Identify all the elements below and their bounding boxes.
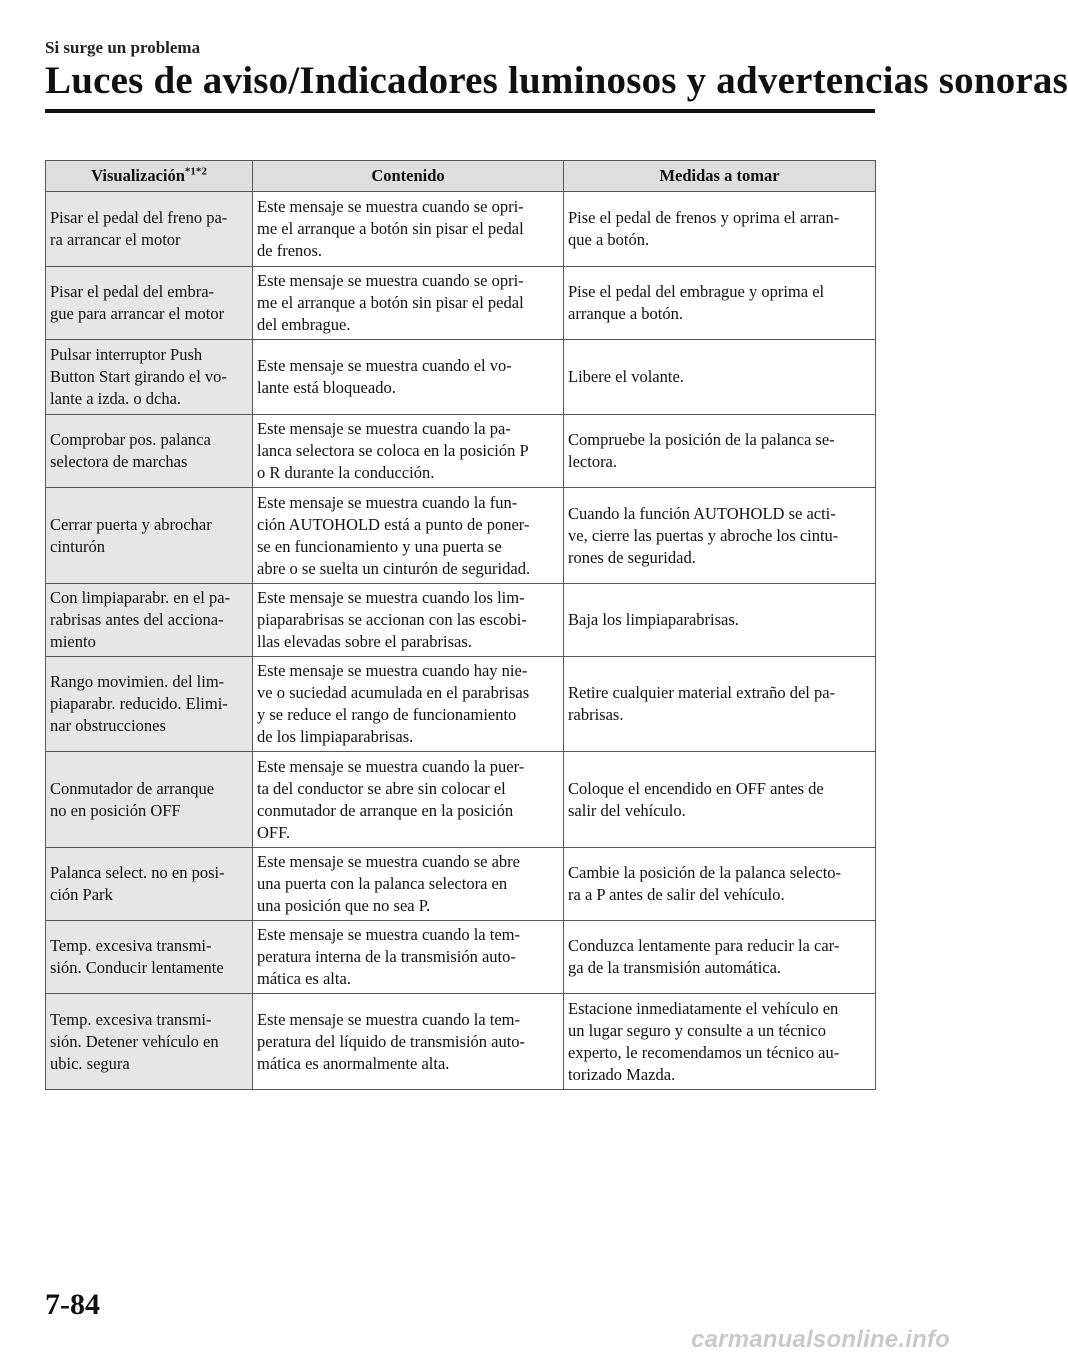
cell-line: gue para arrancar el motor bbox=[50, 304, 225, 323]
cell-content bbox=[253, 921, 564, 994]
cell-line: salir del vehículo. bbox=[568, 800, 686, 820]
cell-content bbox=[253, 415, 564, 488]
table-row bbox=[46, 994, 876, 1090]
cell-line: piaparabrisas se accionan con las escobi- bbox=[257, 610, 527, 629]
cell-display bbox=[46, 267, 253, 340]
cell-line: Libere el volante. bbox=[568, 367, 684, 386]
table-header-row bbox=[46, 161, 876, 192]
cell-line: Este mensaje se muestra cuando la tem- bbox=[257, 1009, 520, 1029]
cell-line: Temp. excesiva transmi- bbox=[50, 936, 212, 955]
cell-line: una posición que no sea P. bbox=[257, 896, 431, 915]
cell-action bbox=[564, 921, 876, 994]
cell-line: ción AUTOHOLD está a punto de poner- bbox=[257, 514, 530, 534]
table-row bbox=[46, 340, 876, 415]
cell-action bbox=[564, 848, 876, 921]
warning-message-table bbox=[45, 160, 876, 1090]
cell-line: conmutador de arranque en la posición bbox=[257, 800, 514, 820]
cell-line: ta del conductor se abre sin colocar el bbox=[257, 778, 506, 798]
cell-action bbox=[564, 752, 876, 848]
cell-line: ubic. segura bbox=[50, 1053, 130, 1073]
cell-line: Conduzca lentamente para reducir la car- bbox=[568, 936, 840, 955]
table-row bbox=[46, 921, 876, 994]
cell-line: que a botón. bbox=[568, 230, 650, 249]
cell-line: ción Park bbox=[50, 885, 113, 904]
cell-line: rabrisas antes del acciona- bbox=[50, 610, 224, 629]
cell-action bbox=[564, 657, 876, 752]
cell-display bbox=[46, 488, 253, 584]
cell-line: lanca selectora se coloca en la posición P bbox=[257, 441, 529, 460]
cell-display bbox=[46, 921, 253, 994]
cell-line: Este mensaje se muestra cuando la fun- bbox=[257, 492, 518, 512]
cell-line: de frenos. bbox=[257, 241, 323, 260]
cell-line: Este mensaje se muestra cuando se opri- bbox=[257, 197, 524, 216]
cell-line: arranque a botón. bbox=[568, 304, 683, 323]
cell-line: Este mensaje se muestra cuando los lim- bbox=[257, 588, 525, 607]
table-body bbox=[46, 192, 876, 1090]
cell-display bbox=[46, 192, 253, 267]
cell-line: Retire cualquier material extraño del pa- bbox=[568, 683, 836, 702]
table-row bbox=[46, 415, 876, 488]
cell-line: lectora. bbox=[568, 452, 618, 471]
cell-line: o R durante la conducción. bbox=[257, 463, 435, 482]
column-header-display: Visualización$^{*1*2}$ bbox=[46, 161, 253, 192]
cell-line: Este mensaje se muestra cuando el vo- bbox=[257, 356, 512, 375]
cell-line: experto, le recomendamos un técnico au- bbox=[568, 1042, 840, 1062]
cell-line: Temp. excesiva transmi- bbox=[50, 1009, 212, 1029]
cell-line: me el arranque a botón sin pisar el pedal bbox=[257, 293, 524, 312]
cell-content bbox=[253, 584, 564, 657]
cell-line: ve, cierre las puertas y abroche los cintu- bbox=[568, 525, 839, 545]
cell-line: Este mensaje se muestra cuando se abre bbox=[257, 852, 520, 871]
cell-line: Coloque el encendido en OFF antes de bbox=[568, 778, 824, 798]
cell-content bbox=[253, 752, 564, 848]
cell-line: piaparabr. reducido. Elimi- bbox=[50, 694, 228, 713]
cell-line: rones de seguridad. bbox=[568, 547, 696, 567]
cell-display bbox=[46, 340, 253, 415]
cell-line: Este mensaje se muestra cuando se opri- bbox=[257, 271, 524, 290]
footnote-marker: *1*2 bbox=[184, 165, 207, 178]
cell-line: torizado Mazda. bbox=[568, 1064, 676, 1084]
cell-action bbox=[564, 584, 876, 657]
cell-action bbox=[564, 488, 876, 584]
cell-display bbox=[46, 657, 253, 752]
cell-line: Palanca select. no en posi- bbox=[50, 863, 225, 882]
cell-line: Baja los limpiaparabrisas. bbox=[568, 610, 739, 629]
cell-line: Estacione inmediatamente el vehículo en bbox=[568, 998, 839, 1018]
cell-line: abre o se suelta un cinturón de seguridad. bbox=[257, 558, 531, 578]
cell-content bbox=[253, 340, 564, 415]
cell-line: lante está bloqueado. bbox=[257, 378, 396, 397]
cell-line: Este mensaje se muestra cuando la puer- bbox=[257, 756, 525, 776]
cell-content bbox=[253, 192, 564, 267]
cell-line: Este mensaje se muestra cuando la pa- bbox=[257, 419, 511, 438]
cell-content bbox=[253, 488, 564, 584]
cell-line: ra arrancar el motor bbox=[50, 230, 181, 249]
cell-line: Pise el pedal del embrague y oprima el bbox=[568, 282, 825, 301]
title-rule bbox=[45, 109, 875, 113]
cell-content bbox=[253, 994, 564, 1090]
cell-line: del embrague. bbox=[257, 315, 351, 334]
cell-line: ga de la transmisión automática. bbox=[568, 958, 782, 977]
cell-line: sión. Detener vehículo en bbox=[50, 1031, 219, 1051]
cell-line: sión. Conducir lentamente bbox=[50, 958, 224, 977]
cell-line: no en posición OFF bbox=[50, 800, 181, 820]
cell-line: OFF. bbox=[257, 822, 291, 842]
cell-line: ra a P antes de salir del vehículo. bbox=[568, 885, 785, 904]
cell-display bbox=[46, 415, 253, 488]
cell-display bbox=[46, 848, 253, 921]
cell-line: miento bbox=[50, 632, 96, 651]
cell-line: Pisar el pedal del embra- bbox=[50, 282, 215, 301]
cell-line: un lugar seguro y consulte a un técnico bbox=[568, 1020, 826, 1040]
cell-line: llas elevadas sobre el parabrisas. bbox=[257, 632, 472, 651]
column-header-action: Medidas a tomar bbox=[564, 161, 876, 192]
table-row bbox=[46, 657, 876, 752]
cell-line: ve o suciedad acumulada en el parabrisas bbox=[257, 683, 530, 702]
cell-action bbox=[564, 994, 876, 1090]
table-row bbox=[46, 488, 876, 584]
cell-line: Pisar el pedal del freno pa- bbox=[50, 208, 228, 227]
cell-line: mática es anormalmente alta. bbox=[257, 1053, 450, 1073]
cell-line: mática es alta. bbox=[257, 969, 351, 988]
cell-line: peratura interna de la transmisión auto- bbox=[257, 947, 516, 966]
cell-line: Cerrar puerta y abrochar bbox=[50, 514, 212, 534]
cell-line: Comprobar pos. palanca bbox=[50, 430, 211, 449]
cell-line: Compruebe la posición de la palanca se- bbox=[568, 430, 835, 449]
cell-line: Pise el pedal de frenos y oprima el arran- bbox=[568, 208, 840, 227]
cell-line: Este mensaje se muestra cuando la tem- bbox=[257, 925, 520, 944]
cell-line: rabrisas. bbox=[568, 705, 624, 724]
cell-line: nar obstrucciones bbox=[50, 716, 166, 735]
table-row bbox=[46, 584, 876, 657]
cell-display bbox=[46, 752, 253, 848]
cell-line: se en funcionamiento y una puerta se bbox=[257, 536, 502, 556]
cell-line: Este mensaje se muestra cuando hay nie- bbox=[257, 661, 528, 680]
cell-action bbox=[564, 340, 876, 415]
cell-display bbox=[46, 994, 253, 1090]
watermark: carmanualsonline.info bbox=[691, 1326, 950, 1353]
cell-line: me el arranque a botón sin pisar el pedal bbox=[257, 219, 524, 238]
cell-line: Cambie la posición de la palanca selecto- bbox=[568, 863, 842, 882]
cell-line: una puerta con la palanca selectora en bbox=[257, 874, 508, 893]
table-row bbox=[46, 267, 876, 340]
cell-action bbox=[564, 415, 876, 488]
cell-content bbox=[253, 267, 564, 340]
cell-line: cinturón bbox=[50, 536, 105, 556]
cell-line: Pulsar interruptor Push bbox=[50, 345, 203, 364]
cell-action bbox=[564, 192, 876, 267]
page-number: 7-84 bbox=[45, 1288, 100, 1321]
cell-content bbox=[253, 657, 564, 752]
cell-line: Con limpiaparabr. en el pa- bbox=[50, 588, 231, 607]
table-row bbox=[46, 848, 876, 921]
table-row bbox=[46, 192, 876, 267]
cell-line: peratura del líquido de transmisión auto- bbox=[257, 1031, 526, 1051]
cell-line: de los limpiaparabrisas. bbox=[257, 727, 414, 746]
page-title: Luces de aviso/Indicadores luminosos y advertencias sonoras bbox=[45, 59, 1068, 102]
column-header-content: Contenido bbox=[253, 161, 564, 192]
cell-line: lante a izda. o dcha. bbox=[50, 389, 182, 408]
cell-line: Button Start girando el vo- bbox=[50, 367, 227, 386]
cell-content bbox=[253, 848, 564, 921]
cell-line: selectora de marchas bbox=[50, 452, 188, 471]
cell-line: Rango movimien. del lim- bbox=[50, 672, 225, 691]
cell-action bbox=[564, 267, 876, 340]
table-row bbox=[46, 752, 876, 848]
cell-display bbox=[46, 584, 253, 657]
section-label: Si surge un problema bbox=[45, 38, 201, 57]
cell-line: Cuando la función AUTOHOLD se acti- bbox=[568, 503, 836, 523]
cell-line: y se reduce el rango de funcionamiento bbox=[257, 705, 517, 724]
cell-line: Conmutador de arranque bbox=[50, 778, 215, 798]
